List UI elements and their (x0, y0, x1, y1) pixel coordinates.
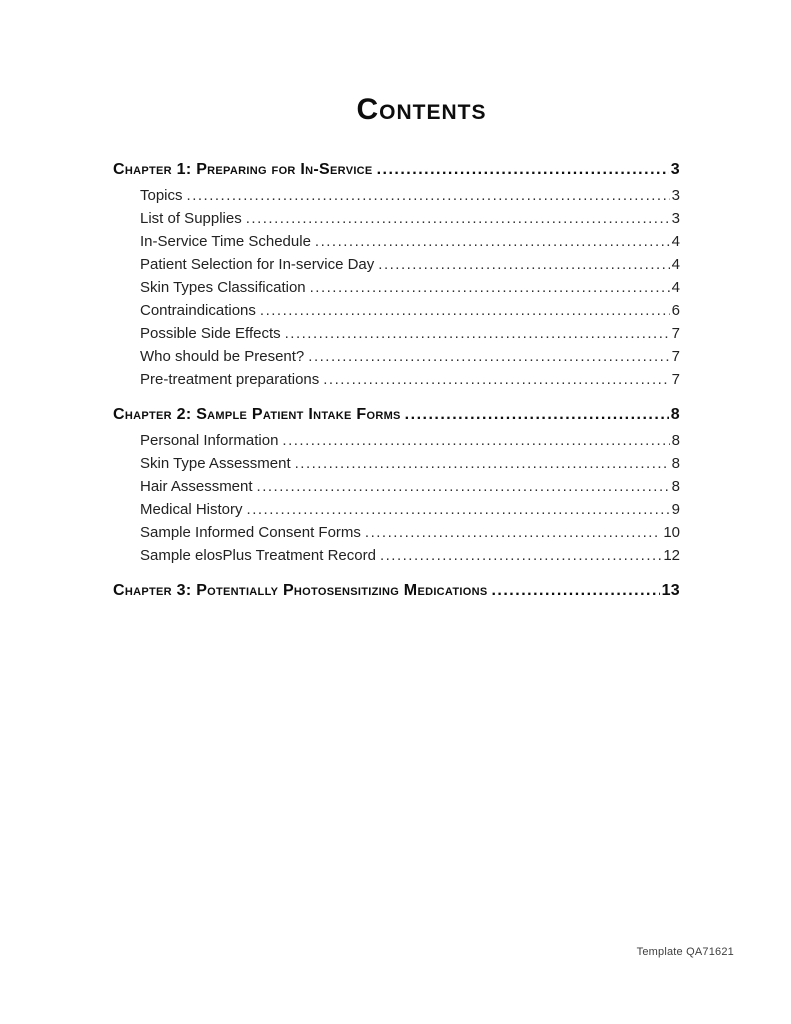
dot-leader (282, 429, 669, 452)
page-content (113, 0, 730, 605)
toc-chapter-page-number: 8 (670, 406, 680, 423)
dot-leader (295, 452, 670, 475)
dot-leader (365, 521, 661, 544)
dot-leader (405, 403, 669, 426)
toc-chapter-page-number: 13 (661, 582, 680, 599)
toc-entry-label: Possible Side Effects (140, 325, 281, 342)
toc-chapter-row (113, 403, 680, 426)
toc-entry-row (113, 276, 680, 299)
toc-entry-page-number: 9 (671, 501, 680, 518)
dot-leader (378, 253, 669, 276)
page-title: Contents (356, 93, 487, 126)
dot-leader (257, 475, 670, 498)
toc-section (113, 403, 680, 567)
toc-entry-label: Topics (140, 187, 183, 204)
toc-chapter-label: Chapter 1: Preparing for In-Service (113, 161, 373, 178)
toc-entry-page-number: 8 (671, 478, 680, 495)
toc (113, 158, 680, 602)
toc-entry-label: Sample Informed Consent Forms (140, 524, 361, 541)
toc-entry-page-number: 3 (671, 210, 680, 227)
toc-entry-row (113, 475, 680, 498)
dot-leader (315, 230, 670, 253)
toc-entry-page-number: 8 (671, 455, 680, 472)
toc-entry-label: Patient Selection for In-service Day (140, 256, 375, 273)
toc-entry-page-number: 4 (671, 233, 680, 250)
toc-entry-row (113, 253, 680, 276)
toc-entry-page-number: 4 (671, 279, 680, 296)
toc-entry-row (113, 230, 680, 253)
toc-entry-row (113, 207, 680, 230)
toc-chapter-row (113, 579, 680, 602)
toc-entry-row (113, 498, 680, 521)
dot-leader (187, 184, 670, 207)
toc-entry-label: Skin Types Classification (140, 279, 306, 296)
toc-entry-row (113, 429, 680, 452)
toc-section (113, 579, 680, 602)
toc-entry-page-number: 7 (671, 325, 680, 342)
toc-entry-label: Contraindications (140, 302, 256, 319)
toc-entry-page-number: 12 (663, 547, 680, 564)
dot-leader (308, 345, 669, 368)
toc-entry-label: Pre-treatment preparations (140, 371, 320, 388)
dot-leader (285, 322, 670, 345)
toc-entry-row (113, 368, 680, 391)
toc-section-entries (113, 429, 680, 567)
toc-entry-label: Hair Assessment (140, 478, 253, 495)
toc-entry-page-number: 4 (671, 256, 680, 273)
toc-entry-label: In-Service Time Schedule (140, 233, 311, 250)
dot-leader (377, 158, 669, 181)
dot-leader (260, 299, 670, 322)
dot-leader (310, 276, 670, 299)
toc-entry-label: Sample elosPlus Treatment Record (140, 547, 376, 564)
footer-template-id: Template QA71621 (636, 946, 734, 958)
toc-entry-row (113, 184, 680, 207)
toc-chapter-label: Chapter 3: Potentially Photosensitizing Medications (113, 582, 488, 599)
toc-entry-row (113, 299, 680, 322)
dot-leader (491, 579, 659, 602)
toc-entry-page-number: 3 (671, 187, 680, 204)
toc-entry-page-number: 7 (671, 371, 680, 388)
toc-section-entries (113, 184, 680, 391)
toc-chapter-label: Chapter 2: Sample Patient Intake Forms (113, 406, 401, 423)
toc-entry-page-number: 10 (663, 524, 680, 541)
toc-entry-row (113, 544, 680, 567)
toc-entry-label: Personal Information (140, 432, 279, 449)
toc-section (113, 158, 680, 391)
toc-entry-label: Skin Type Assessment (140, 455, 291, 472)
toc-entry-page-number: 8 (671, 432, 680, 449)
toc-chapter-page-number: 3 (670, 161, 680, 178)
toc-entry-label: List of Supplies (140, 210, 242, 227)
toc-entry-page-number: 6 (671, 302, 680, 319)
toc-entry-row (113, 452, 680, 475)
dot-leader (246, 207, 670, 230)
toc-entry-label: Medical History (140, 501, 243, 518)
dot-leader (323, 368, 669, 391)
dot-leader (380, 544, 661, 567)
toc-entry-label: Who should be Present? (140, 348, 305, 365)
toc-chapter-row (113, 158, 680, 181)
dot-leader (247, 498, 670, 521)
toc-entry-row (113, 322, 680, 345)
toc-entry-page-number: 7 (671, 348, 680, 365)
toc-entry-row (113, 521, 680, 544)
toc-entry-row (113, 345, 680, 368)
